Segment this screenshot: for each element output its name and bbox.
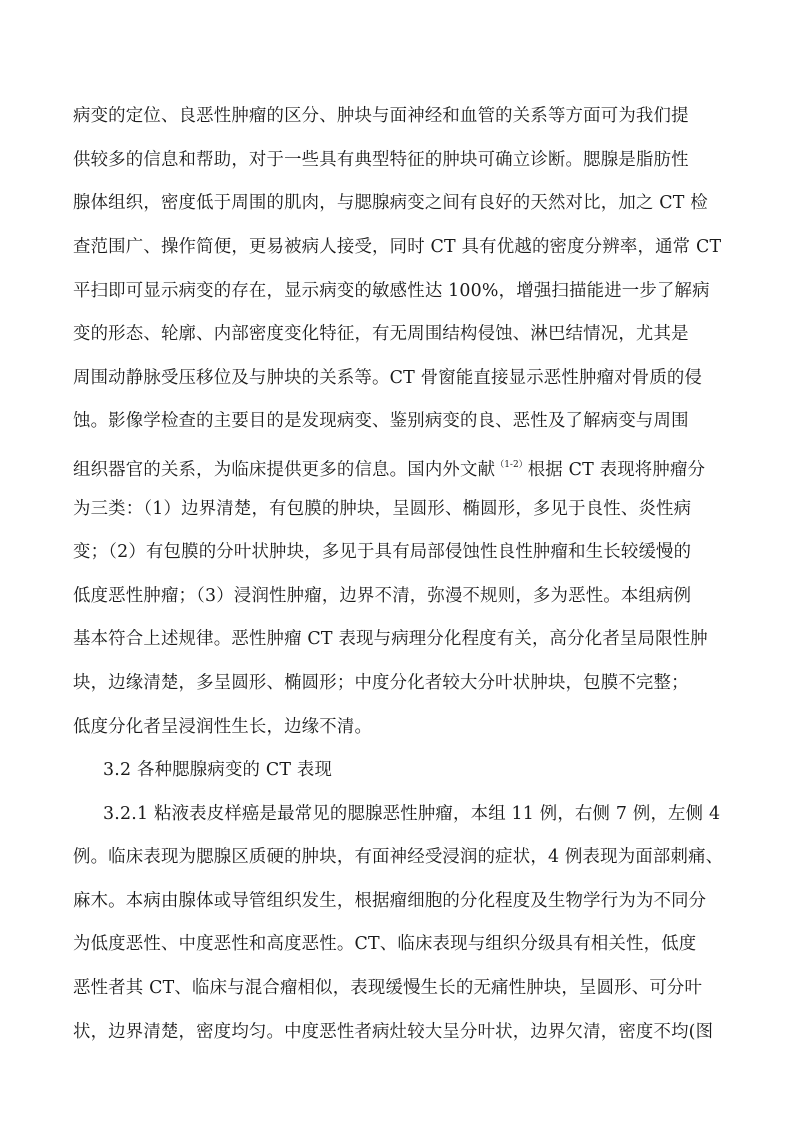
paragraph-line: 为三类：（1）边界清楚，有包膜的肿块，呈圆形、椭圆形，多见于良性、炎性病 [73,499,692,519]
paragraph-line: 为低度恶性、中度恶性和高度恶性。CT、临床表现与组织分级具有相关性，低度 [73,934,697,954]
citation-tail-text: 根据 CT 表现将肿瘤分 [527,460,706,480]
section-heading: 3.2 各种腮腺病变的 CT 表现 [103,760,333,780]
paragraph-line: 周围动静脉受压移位及与肿块的关系等。CT 骨窗能直接显示恶性肿瘤对骨质的侵 [73,368,703,388]
paragraph-line: 查范围广、操作简便，更易被病人接受，同时 CT 具有优越的密度分辨率，通常 CT [73,237,722,257]
paragraph-line: 供较多的信息和帮助，对于一些具有典型特征的肿块可确立诊断。腮腺是脂肪性 [73,150,689,170]
paragraph-line-with-citation [73,453,705,482]
paragraph-line: 平扫即可显示病变的存在，显示病变的敏感性达 100%，增强扫描能进一步了解病 [73,281,710,301]
paragraph-line: 基本符合上述规律。恶性肿瘤 CT 表现与病理分化程度有关，高分化者呈局限性肿 [73,629,708,649]
paragraph-line: 3.2.1 粘液表皮样癌是最常见的腮腺恶性肿瘤，本组 11 例，右侧 7 例，左侧 4 [103,804,721,824]
paragraph-line: 变；（2）有包膜的分叶状肿块，多见于具有局部侵蚀性良性肿瘤和生长较缓慢的 [73,542,692,562]
paragraph-line: 状，边界清楚，密度均匀。中度恶性者病灶较大呈分叶状，边界欠清，密度不均(图 [73,1022,714,1042]
paragraph-line: 低度恶性肿瘤；（3）浸润性肿瘤，边界不清，弥漫不规则，多为恶性。本组病例 [73,586,692,606]
paragraph-line: 低度分化者呈浸润性生长，边缘不清。 [73,717,373,737]
citation-superscript: （1-2） [495,460,528,470]
citation-lead-text: 组织器官的关系，为临床提供更多的信息。国内外文献 [73,460,496,480]
paragraph-line: 腺体组织，密度低于周围的肌肉，与腮腺病变之间有良好的天然对比，加之 CT 检 [73,193,708,213]
paragraph-line: 变的形态、轮廓、内部密度变化特征，有无周围结构侵蚀、淋巴结情况，尤其是 [73,324,689,344]
paragraph-line: 蚀。影像学检查的主要目的是发现病变、鉴别病变的良、恶性及了解病变与周围 [73,411,689,431]
paragraph-line: 恶性者其 CT、临床与混合瘤相似，表现缓慢生长的无痛性肿块，呈圆形、可分叶 [73,978,703,998]
paragraph-line: 例。临床表现为腮腺区质硬的肿块，有面神经受浸润的症状，4 例表现为面部刺痛、 [73,847,724,867]
paragraph-line: 麻木。本病由腺体或导管组织发生，根据瘤细胞的分化程度及生物学行为为不同分 [73,891,707,911]
paragraph-line: 病变的定位、良恶性肿瘤的区分、肿块与面神经和血管的关系等方面可为我们提 [73,106,689,126]
paragraph-line: 块，边缘清楚，多呈圆形、椭圆形；中度分化者较大分叶状肿块，包膜不完整； [73,673,689,693]
